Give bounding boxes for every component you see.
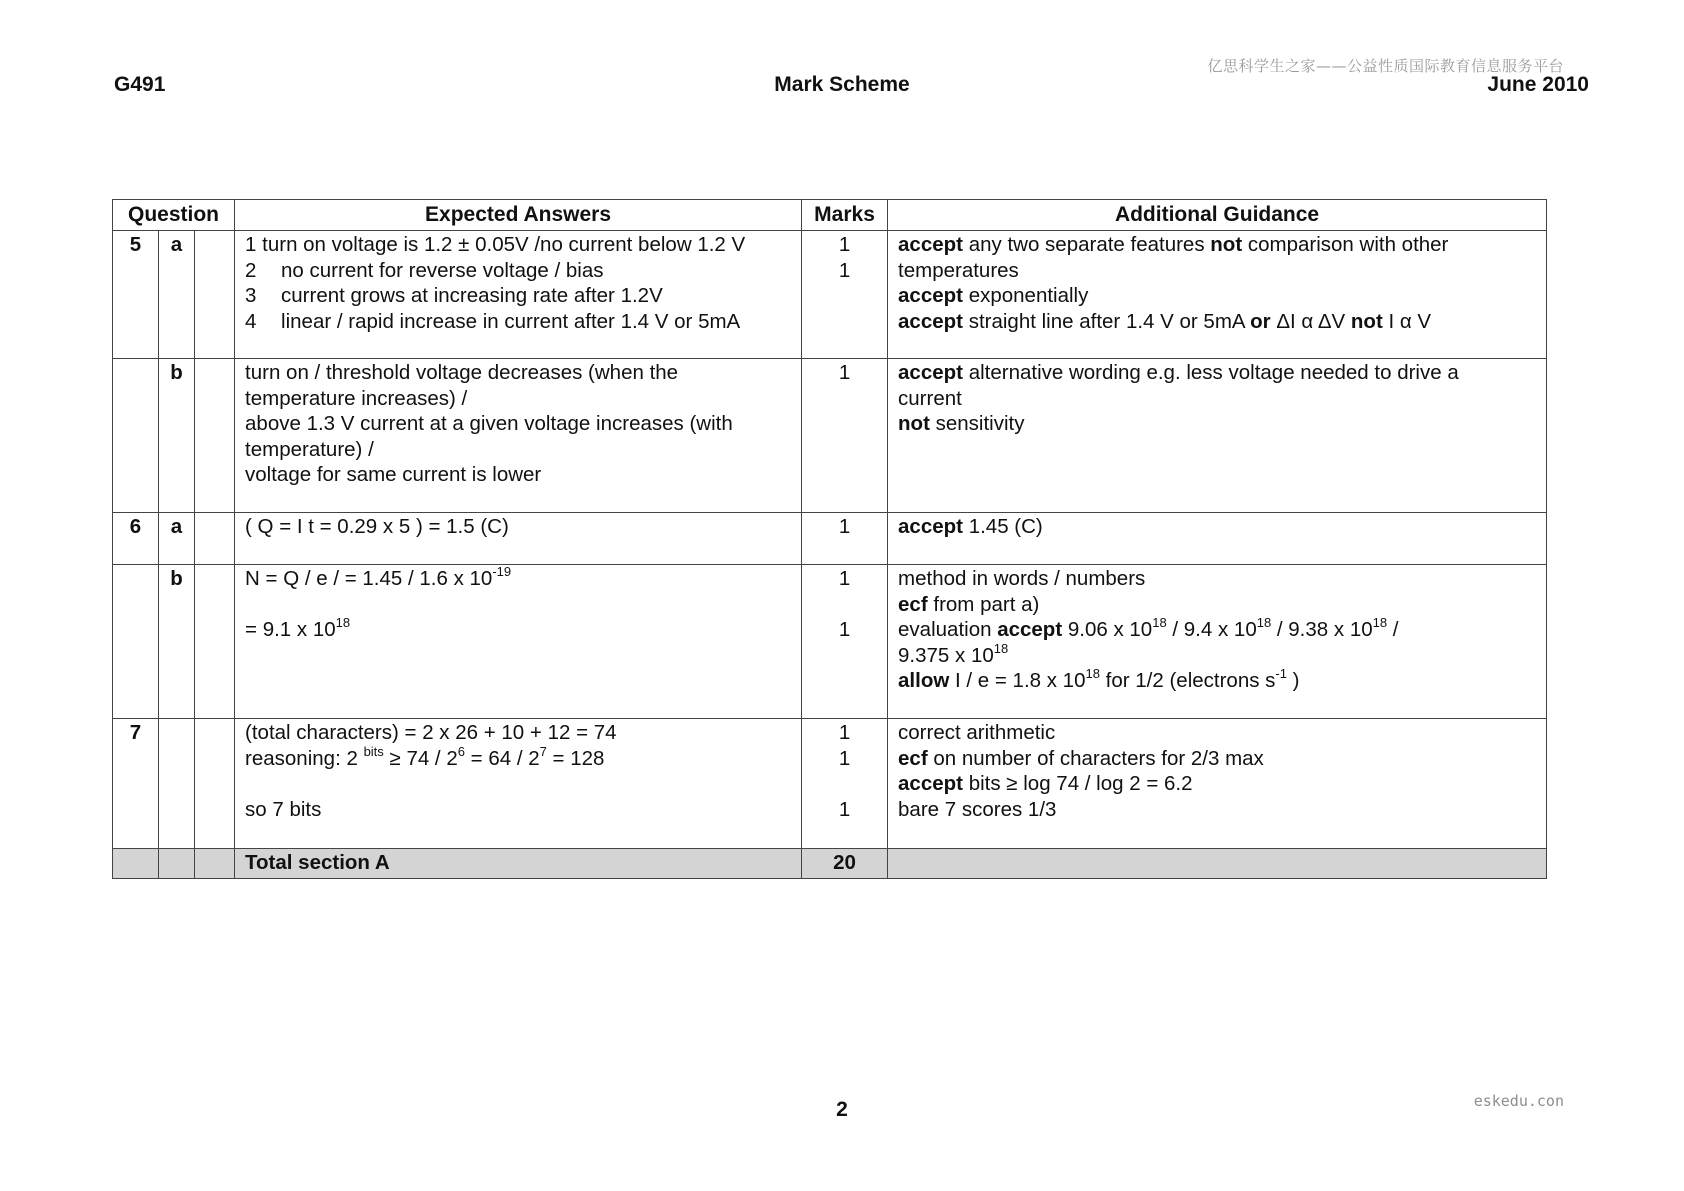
table-row <box>113 231 1547 359</box>
table-row <box>113 359 1547 513</box>
total-row <box>113 849 1547 879</box>
header-title: Mark Scheme <box>774 73 910 96</box>
question-part: a <box>159 231 195 359</box>
marks: 1 <box>802 513 888 565</box>
col-header-question: Question <box>113 200 235 231</box>
marks: 1 <box>802 359 888 513</box>
guidance: accept 1.45 (C) <box>888 513 1547 565</box>
expected-answers: (total characters) = 2 x 26 + 10 + 12 = 74 reasoning: 2 $^{bits} \ge 74 / 2^6 = 64 / 2^7 = 128$ so 7 bits <box>235 719 802 849</box>
question-part: b <box>159 565 195 719</box>
question-number: 6 <box>113 513 159 565</box>
total-marks: 20 <box>802 849 888 879</box>
table-row <box>113 565 1547 719</box>
table-header-row <box>113 200 1547 231</box>
table-row <box>113 513 1547 565</box>
page-number: 2 <box>836 1098 848 1121</box>
col-header-answers: Expected Answers <box>235 200 802 231</box>
guidance: correct arithmetic ecf on number of characters for 2/3 max accept bits ≥ log 74 / log 2 = 6.2 bare 7 scores 1/3 <box>888 719 1547 849</box>
total-label: Total section A <box>235 849 802 879</box>
guidance: accept any two separate features not comparison with other temperatures accept exponentially accept straight line after 1.4 V or 5mA or ΔI α ΔV not I α V <box>888 231 1547 359</box>
table-row <box>113 719 1547 849</box>
expected-answers: turn on / threshold voltage decreases (when the temperature increases) / above 1.3 V current at a given voltage increases (with temperature) / voltage for same current is lower <box>235 359 802 513</box>
watermark-top: 亿思科学生之家——公益性质国际教育信息服务平台 <box>1207 57 1564 75</box>
question-part: a <box>159 513 195 565</box>
question-part: b <box>159 359 195 513</box>
col-header-marks: Marks <box>802 200 888 231</box>
col-header-guidance: Additional Guidance <box>888 200 1547 231</box>
watermark-bottom: eskedu.con <box>1473 1092 1564 1110</box>
header-date: June 2010 <box>1487 73 1589 96</box>
header-code: G491 <box>114 73 166 96</box>
guidance: accept alternative wording e.g. less voltage needed to drive a current not sensitivity <box>888 359 1547 513</box>
marks: 1 1 <box>802 565 888 719</box>
mark-scheme-table <box>112 199 1547 879</box>
question-number: 5 <box>113 231 159 359</box>
marks: 1 1 1 <box>802 719 888 849</box>
expected-answers: N = Q / e / = 1.45 / 1.6 x $10^{-19}$ = 9.1 x $10^{18}$ <box>235 565 802 719</box>
guidance: method in words / numbers ecf from part a) evaluation accept 9.06 x $10^{18} / 9.4$ x $10^{18} / 9.38$ x $10^{18}$ / 9.375 x $10^{18}$ allow I / e = 1.8 x $10^{18}$ for 1/2 (electrons $s^{-1}$ ) <box>888 565 1547 719</box>
marks: 1 1 <box>802 231 888 359</box>
expected-answers: ( Q = I t = 0.29 x 5 ) = 1.5 (C) <box>235 513 802 565</box>
question-number: 7 <box>113 719 159 849</box>
expected-answers: 1 turn on voltage is 1.2 ± 0.05V /no current below 1.2 V 2 no current for reverse voltage / bias 3 current grows at increasing rate after 1.2V 4 linear / rapid increase in current after 1.4 V or 5mA <box>235 231 802 359</box>
